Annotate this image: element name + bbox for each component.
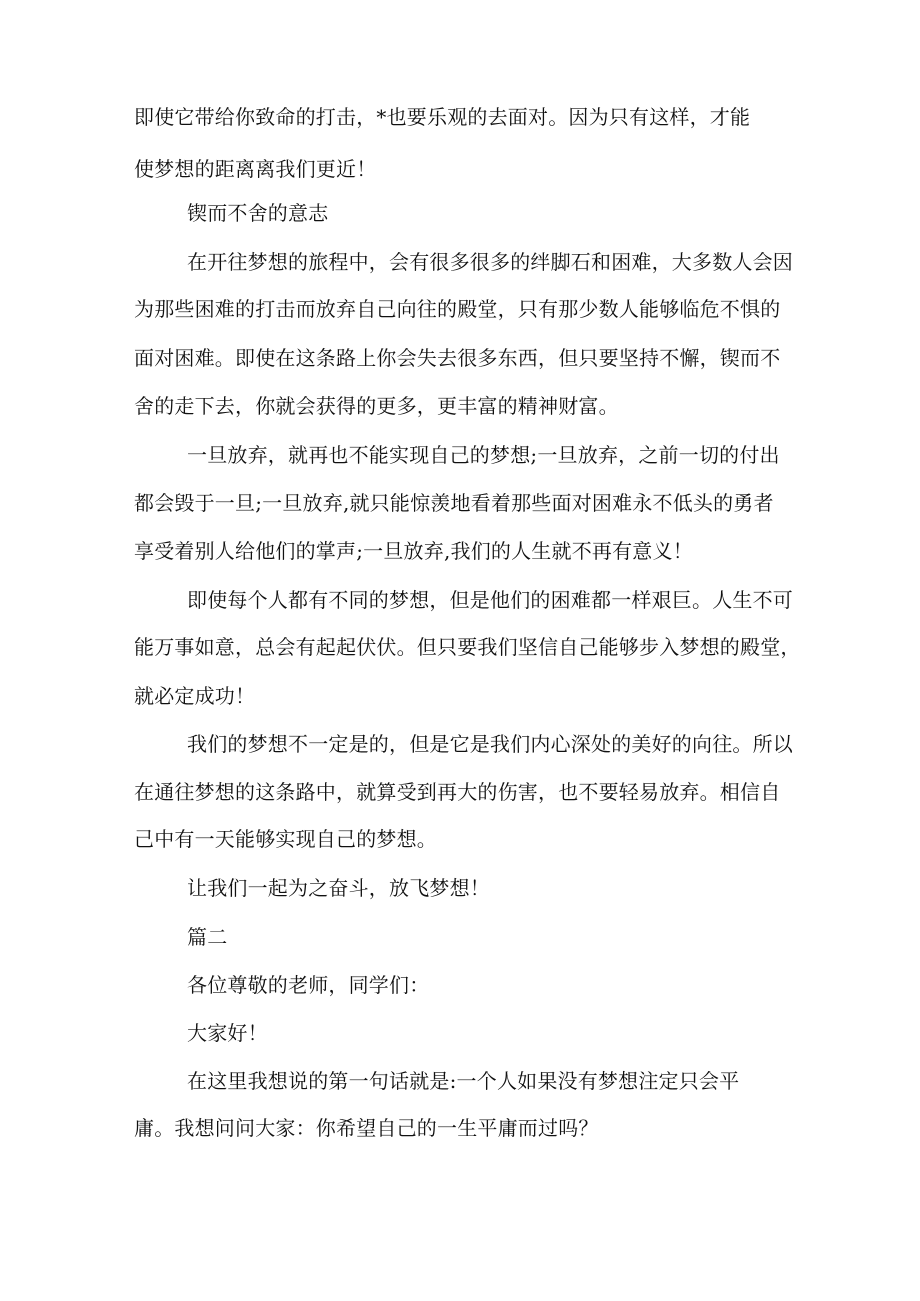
text-line-15: 在通往梦想的这条路中，就算受到再大的伤害，也不要轻易放弃。相信自 xyxy=(134,780,781,804)
section-heading: 锲而不舍的意志 xyxy=(187,201,329,225)
text-line-13: 就必定成功！ xyxy=(134,684,256,708)
text-line-22: 庸。我想问问大家：你希望自己的一生平庸而过吗？ xyxy=(134,1116,599,1140)
text-line-8: 一旦放弃，就再也不能实现自己的梦想;一旦放弃，之前一切的付出 xyxy=(187,443,780,467)
text-line-16: 己中有一天能够实现自己的梦想。 xyxy=(134,827,437,851)
text-line-7: 舍的走下去，你就会获得的更多，更丰富的精神财富。 xyxy=(134,394,619,418)
text-line-1: 即使它带给你致命的打击，*也要乐观的去面对。因为只有这样，才能 xyxy=(134,105,751,129)
text-line-5: 为那些困难的打击而放弃自己向往的殿堂，只有那少数人能够临危不惧的 xyxy=(134,297,781,321)
text-line-12: 能万事如意，总会有起起伏伏。但只要我们坚信自己能够步入梦想的殿堂， xyxy=(134,635,801,659)
text-line-4: 在开往梦想的旅程中，会有很多很多的绊脚石和困难，大多数人会因 xyxy=(187,250,793,274)
text-line-6: 面对困难。即使在这条路上你会失去很多东西，但只要坚持不懈，锲而不 xyxy=(134,346,781,370)
text-line-11: 即使每个人都有不同的梦想，但是他们的困难都一样艰巨。人生不可 xyxy=(187,588,793,612)
section-label: 篇二 xyxy=(187,925,228,949)
text-line-9: 都会毁于一旦;一旦放弃,就只能惊羡地看着那些面对困难永不低头的勇者 xyxy=(134,491,774,515)
text-line-10: 享受着别人给他们的掌声;一旦放弃,我们的人生就不再有意义！ xyxy=(134,539,693,563)
text-line-17: 让我们一起为之奋斗，放飞梦想！ xyxy=(187,876,490,900)
text-line-14: 我们的梦想不一定是的，但是它是我们内心深处的美好的向往。所以 xyxy=(187,732,793,756)
text-line-21: 在这里我想说的第一句话就是:一个人如果没有梦想注定只会平 xyxy=(187,1069,740,1093)
greeting: 大家好！ xyxy=(187,1021,268,1045)
text-line-2: 使梦想的距离离我们更近！ xyxy=(134,157,377,181)
salutation: 各位尊敬的老师，同学们： xyxy=(187,973,430,997)
